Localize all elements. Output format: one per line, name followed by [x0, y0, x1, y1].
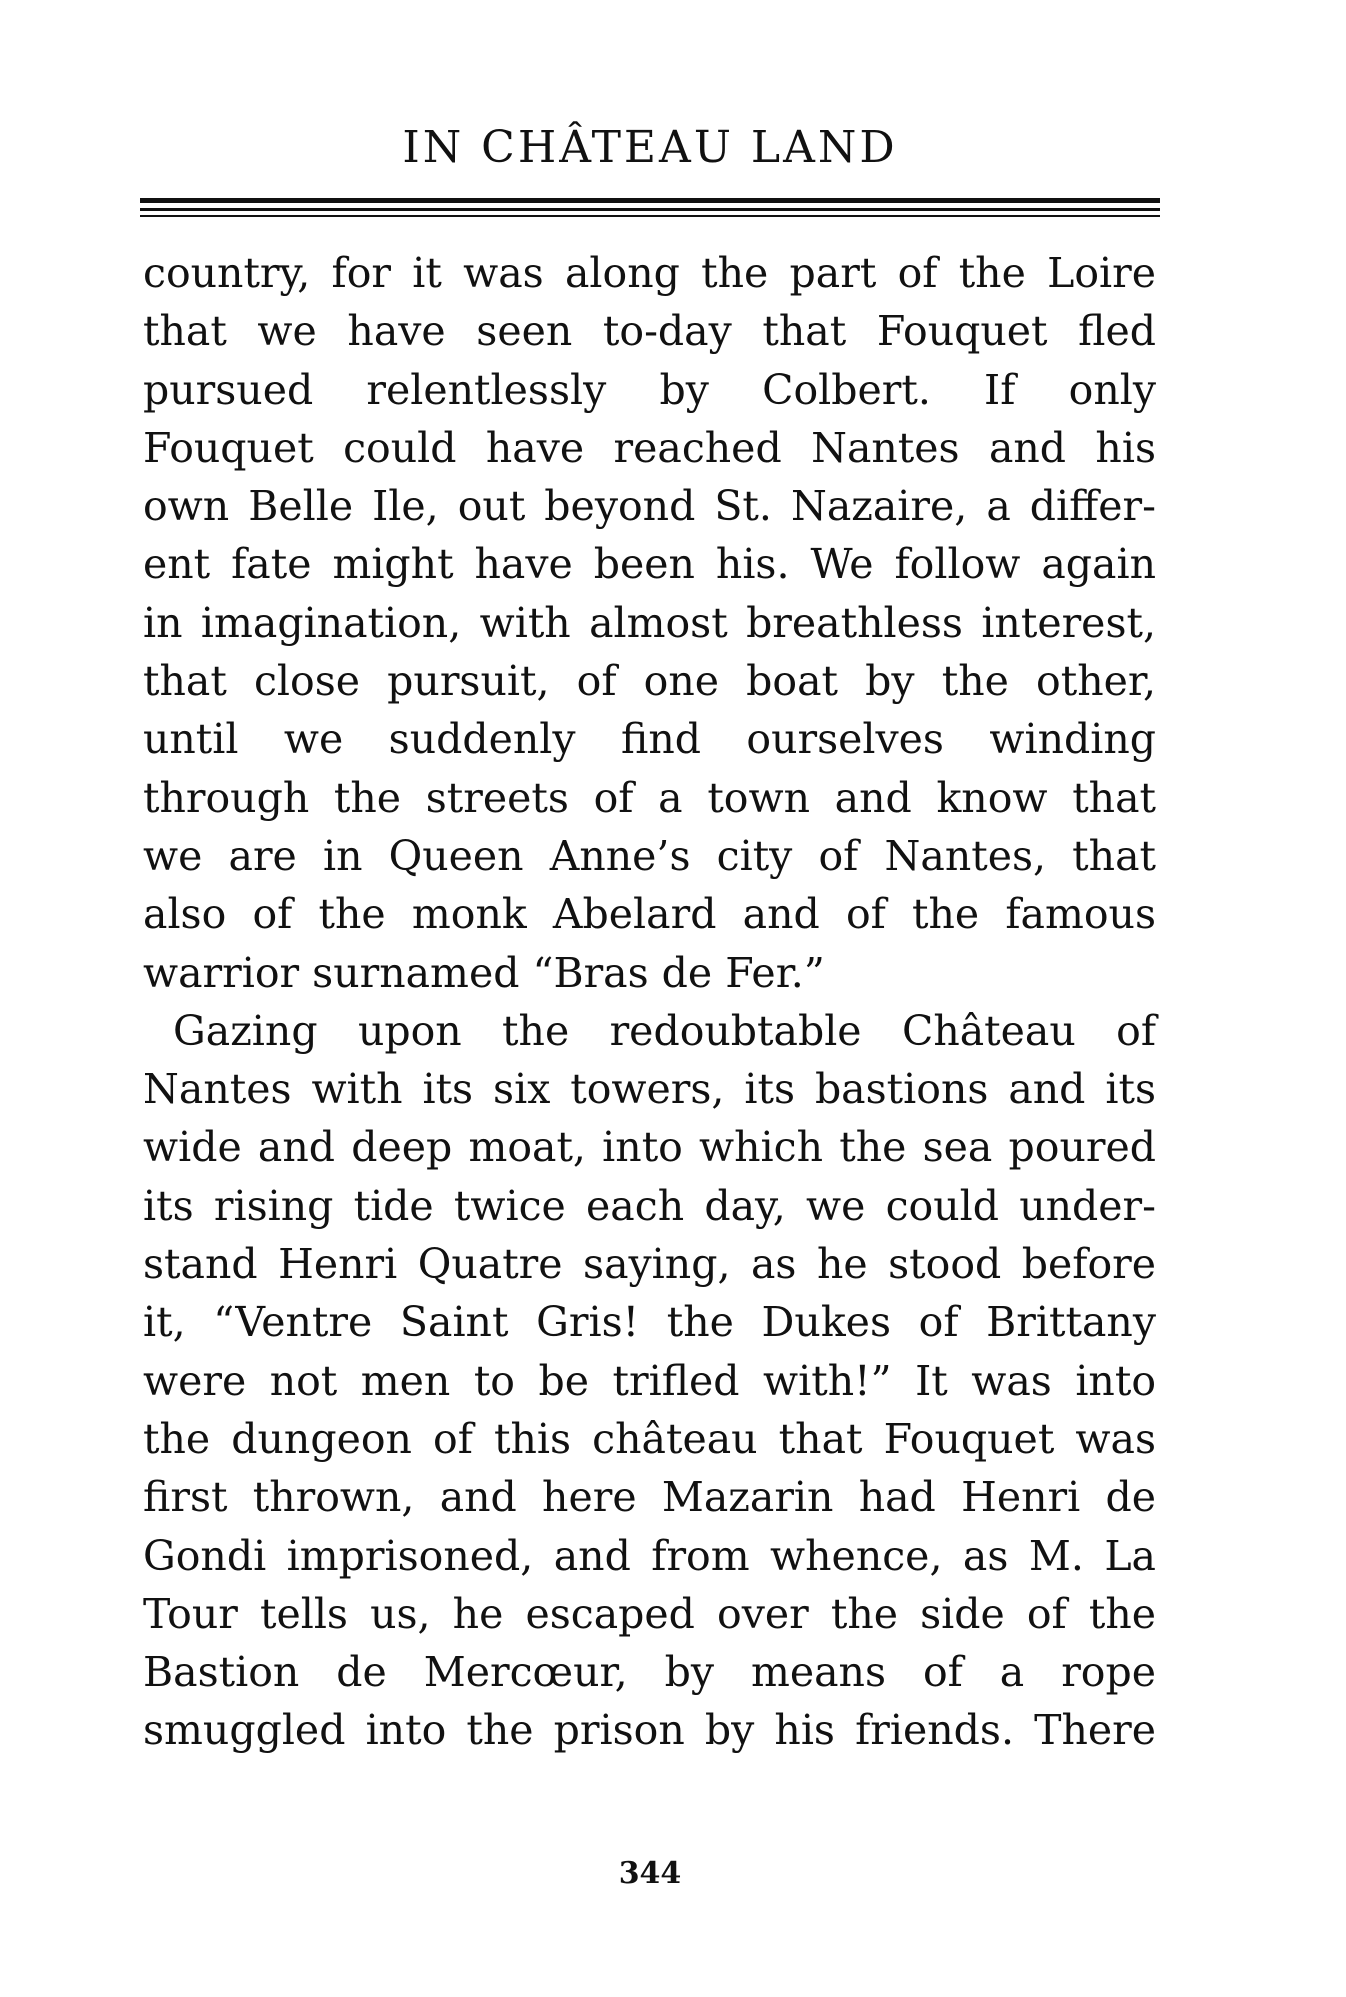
text-line: country, for it was along the part of the Loire	[143, 249, 1156, 297]
header-rule-thin	[140, 215, 1160, 217]
text-line: own Belle Ile, out beyond St. Nazaire, a differ-	[143, 482, 1156, 531]
text-line: we are in Queen Anne’s city of Nantes, that	[143, 831, 1156, 880]
text-line: that close pursuit, of one boat by the other,	[143, 657, 1156, 706]
text-line: until we suddenly find ourselves winding	[143, 715, 1156, 764]
body-text	[143, 244, 1156, 1760]
text-line: it, “Ventre Saint Gris! the Dukes of Brittany	[143, 1298, 1156, 1347]
text-line: that we have seen to-day that Fouquet fled	[143, 307, 1156, 356]
text-line: were not men to be trifled with!” It was into	[143, 1356, 1156, 1405]
page-number: 344	[618, 1856, 682, 1891]
text-line: the dungeon of this château that Fouquet was	[143, 1414, 1156, 1463]
text-line: pursued relentlessly by Colbert. If only	[143, 365, 1156, 414]
text-line: Fouquet could have reached Nantes and his	[143, 423, 1156, 472]
text-line: stand Henri Quatre saying, as he stood before	[143, 1240, 1156, 1289]
text-line: Gondi imprisoned, and from whence, as M. La	[143, 1531, 1156, 1580]
paragraph-start-line: Gazing upon the redoubtable Château of	[173, 1006, 1156, 1055]
text-line: also of the monk Abelard and of the famous	[143, 890, 1156, 939]
text-line: smuggled into the prison by his friends. There	[143, 1706, 1156, 1755]
text-line: Tour tells us, he escaped over the side of the	[143, 1589, 1156, 1638]
paragraph-end-line: warrior surnamed “Bras de Fer.”	[143, 948, 825, 997]
running-title: IN CHÂTEAU LAND	[402, 122, 898, 173]
text-line: first thrown, and here Mazarin had Henri de	[143, 1473, 1156, 1522]
text-line: Nantes with its six towers, its bastions and its	[143, 1065, 1156, 1114]
text-line: wide and deep moat, into which the sea poured	[143, 1123, 1156, 1172]
text-line: Bastion de Mercœur, by means of a rope	[143, 1648, 1156, 1697]
text-line: in imagination, with almost breathless interest,	[143, 598, 1156, 647]
header-rule-middle	[140, 208, 1160, 211]
text-line: ent fate might have been his. We follow again	[143, 540, 1156, 589]
header-rule-thick	[140, 198, 1160, 203]
text-line: its rising tide twice each day, we could under-	[143, 1181, 1156, 1230]
text-line: through the streets of a town and know that	[143, 773, 1156, 822]
